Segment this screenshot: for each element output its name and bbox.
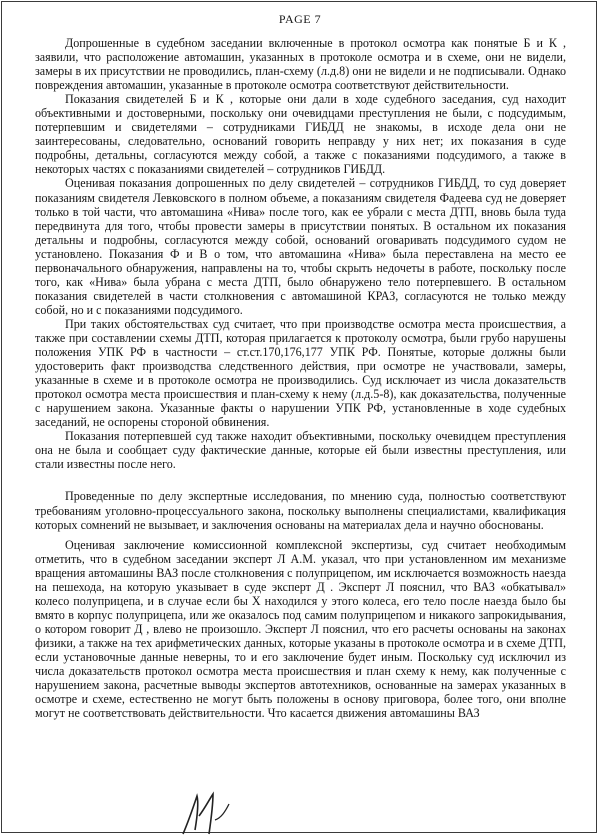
page-header: PAGE 7	[278, 12, 322, 26]
paragraph: Оценивая показания допрошенных по делу свидетелей – сотрудников ГИБДД, то суд доверяет показаниям свидетеля Левковского в полном объеме, а показаниям свидетеля Фадеева суд не доверяет только в той части, что автомашина «Нива» после того, как ее убрали с места ДТП, вновь была туда передвинута для того, чтобы провести замеры в присутствии понятых. В остальном их показания детальны и подробны, согласуются между собой, оснований оговаривать подсудимого судом не установлено. Показания Ф и В о том, что автомашина «Нива» была переставлена на место ее первоначального обнаружения, направлены на то, чтобы скрыть недочеты в работе, поскольку после того, как «Нива» была убрана с места ДТП, было обнаружено тело потерпевшего. В остальном показания свидетелей в части столкновения с автомашиной КРАЗ, согласуются не только между собой, но и с показаниями подсудимого.	[35, 176, 566, 317]
paragraph: Допрошенные в судебном заседании включенные в протокол осмотра как понятые Б и К , заявили, что расположение автомашин, указанных в протоколе осмотра и в схеме, они не видели, замеры в их присутствии не проводились, план-схему (л.д.8) они не видели и не подписывали. Однако повреждения автомашин, указанные в протоколе осмотра соответствуют действительности.	[35, 36, 566, 93]
paragraph: При таких обстоятельствах суд считает, что при производстве осмотра места происшествия, а также при составлении схемы ДТП, которая прилагается к протоколу осмотра, были грубо нарушены положения УПК РФ в частности – ст.ст.170,176,177 УПК РФ. Понятые, которые должны были удостоверить факт производства следственного действия, при осмотре не участвовали, замеры, указанные в схеме и в протоколе осмотра не производились. Суд исключает из числа доказательств протокол осмотра места происшествия и план-схему к нему (л.д.5-8), как доказательства, полученные с нарушением закона. Указанные факты о нарушении УПК РФ, установленные в ходе судебных заседаний, не оспорены стороной обвинения.	[35, 316, 566, 430]
paragraph: Проведенные по делу экспертные исследования, по мнению суда, полностью соответствуют требованиям уголовно-процессуального закона, поскольку выполнены специалистами, квалификация которых сомнений не вызывает, и заключения основаны на материалах дела и научно обоснованы.	[35, 489, 566, 532]
paragraph: Показания свидетелей Б и К , которые они дали в ходе судебного заседания, суд находит объективными и достоверными, поскольку они очевидцами преступления не были, с подсудимым, потерпевшим и свидетелями – сотрудниками ГИБДД не знакомы, в исходе дела они не заинтересованы, следовательно, оснований говорить неправду у них нет; их показания в суде подробны, детальны, согласуются между собой, а также с показаниями подсудимого, а также в некоторых частях с показаниями свидетелей – сотрудников ГИБДД.	[35, 92, 566, 177]
paragraph: Оценивая заключение комиссионной комплексной экспертизы, суд считает необходимым отметить, что в судебном заседании эксперт Л А.М. указал, что при установленном им механизме вращения автомашины ВАЗ после столкновения с полуприцепом, им исключается возможность наезда на пешехода, на которую указывает в суде эксперт Д . Эксперт Л пояснил, что ВАЗ «обкатывал» колесо полуприцепа, и в случае если бы Х находился у этого колеса, его тело после наезда было бы вмято в корпус полуприцепа, или же оказалось под самим полуприцепом и никакого запрокидывания, о котором говорит Д , влево не произошло. Эксперт Л пояснил, что его расчеты основаны на законах физики, а также на тех арифметических данных, которые указаны в протоколе осмотра и в схеме ДТП, если установочные данные неверны, то и его заключение будет иным. Поскольку суд исключил из числа доказательств протокол осмотра места происшествия и план схему к нему, как полученные с нарушением закона, расчетные выводы экспертов автотехников, основанные на замерах указанных в осмотре и схеме, естественно не могут быть положены в основу приговора, более того, они вполне могут не соответствовать действительности. Что касается движения автомашины ВАЗ	[35, 537, 566, 721]
paragraph: Показания потерпевшей суд также находит объективными, поскольку очевидцем преступления она не была и сообщает суду фактические данные, которые ей были известны преступления, или стали известны после него.	[35, 429, 566, 472]
handwritten-signature	[175, 790, 245, 835]
document-body	[35, 36, 566, 720]
